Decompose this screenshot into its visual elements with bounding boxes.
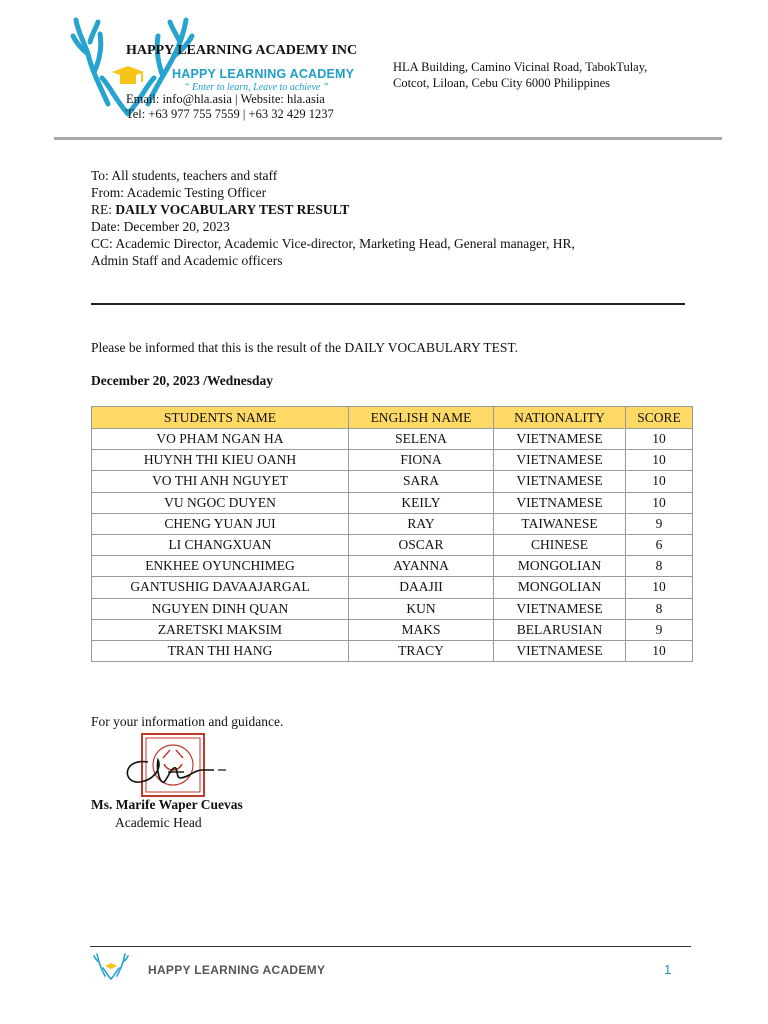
table-cell: RAY	[349, 513, 494, 534]
table-cell: HUYNH THI KIEU OANH	[92, 450, 349, 471]
table-cell: GANTUSHIG DAVAAJARGAL	[92, 577, 349, 598]
table-cell: 10	[626, 450, 693, 471]
table-body	[92, 429, 693, 662]
table-cell: VIETNAMESE	[494, 471, 626, 492]
table-cell: KUN	[349, 598, 494, 619]
footer-academy-name: HAPPY LEARNING ACADEMY	[148, 963, 326, 977]
table-cell: 10	[626, 577, 693, 598]
memo-from: From: Academic Testing Officer	[91, 185, 267, 200]
contact-tel-line: Tel: +63 977 755 7559 | +63 32 429 1237	[126, 107, 334, 121]
table-cell: 10	[626, 640, 693, 661]
memo-cc-line-1: CC: Academic Director, Academic Vice-director, Marketing Head, General manager, HR,	[91, 236, 575, 251]
table-cell: VO PHAM NGAN HA	[92, 429, 349, 450]
table-cell: AYANNA	[349, 556, 494, 577]
table-row	[92, 598, 693, 619]
table-cell: SARA	[349, 471, 494, 492]
address-line-1: HLA Building, Camino Vicinal Road, TabokTulay,	[393, 60, 648, 74]
column-header: NATIONALITY	[494, 407, 626, 429]
table-row	[92, 513, 693, 534]
table-cell: VIETNAMESE	[494, 492, 626, 513]
date-heading: December 20, 2023 /Wednesday	[91, 373, 273, 388]
table-cell: OSCAR	[349, 534, 494, 555]
table-cell: TRACY	[349, 640, 494, 661]
table-cell: NGUYEN DINH QUAN	[92, 598, 349, 619]
table-cell: VIETNAMESE	[494, 450, 626, 471]
memo-date: Date: December 20, 2023	[91, 219, 230, 234]
table-cell: MONGOLIAN	[494, 577, 626, 598]
table-cell: 8	[626, 598, 693, 619]
logo-title: HAPPY LEARNING ACADEMY	[172, 67, 355, 81]
contact-email-line: Email: info@hla.asia | Website: hla.asia	[126, 92, 325, 106]
memo-to: To: All students, teachers and staff	[91, 168, 278, 183]
results-table	[91, 406, 693, 662]
memo-re-subject: DAILY VOCABULARY TEST RESULT	[115, 202, 350, 217]
table-cell: CHINESE	[494, 534, 626, 555]
table-row	[92, 619, 693, 640]
table-cell: ENKHEE OYUNCHIMEG	[92, 556, 349, 577]
table-cell: VIETNAMESE	[494, 598, 626, 619]
table-cell: VIETNAMESE	[494, 429, 626, 450]
memo-cc-line-2: Admin Staff and Academic officers	[91, 253, 283, 268]
footer-divider	[90, 946, 691, 947]
signer-name: Ms. Marife Waper Cuevas	[91, 797, 243, 812]
column-header: STUDENTS NAME	[92, 407, 349, 429]
table-header-row	[92, 407, 693, 429]
table-cell: BELARUSIAN	[494, 619, 626, 640]
page-number: 1	[664, 962, 672, 977]
table-cell: VIETNAMESE	[494, 640, 626, 661]
table-row	[92, 577, 693, 598]
table-cell: FIONA	[349, 450, 494, 471]
table-cell: CHENG YUAN JUI	[92, 513, 349, 534]
table-cell: SELENA	[349, 429, 494, 450]
table-cell: 9	[626, 513, 693, 534]
column-header: SCORE	[626, 407, 693, 429]
table-cell: 10	[626, 429, 693, 450]
table-cell: VO THI ANH NGUYET	[92, 471, 349, 492]
footer-logo-icon	[93, 950, 129, 980]
memo-re	[91, 202, 349, 218]
table-cell: ZARETSKI MAKSIM	[92, 619, 349, 640]
logo-tagline: “ Enter to learn, Leave to achieve ”	[184, 82, 329, 93]
table-cell: 9	[626, 619, 693, 640]
address-line-2: Cotcot, Liloan, Cebu City 6000 Philippines	[393, 76, 611, 90]
table-cell: TRAN THI HANG	[92, 640, 349, 661]
column-header: ENGLISH NAME	[349, 407, 494, 429]
table-cell: 10	[626, 471, 693, 492]
table-cell: MONGOLIAN	[494, 556, 626, 577]
table-row	[92, 450, 693, 471]
company-name: HAPPY LEARNING ACADEMY INC	[126, 43, 358, 58]
table-cell: 10	[626, 492, 693, 513]
table-cell: 6	[626, 534, 693, 555]
table-row	[92, 534, 693, 555]
memo-divider	[91, 303, 685, 305]
table-cell: TAIWANESE	[494, 513, 626, 534]
table-cell: 8	[626, 556, 693, 577]
header-divider	[54, 137, 722, 140]
table-row	[92, 429, 693, 450]
table-cell: KEILY	[349, 492, 494, 513]
signer-title: Academic Head	[115, 815, 202, 830]
memo-re-prefix: RE:	[91, 202, 116, 217]
table-row	[92, 640, 693, 661]
table-cell: VU NGOC DUYEN	[92, 492, 349, 513]
table-cell: MAKS	[349, 619, 494, 640]
table-cell: LI CHANGXUAN	[92, 534, 349, 555]
table-row	[92, 492, 693, 513]
table-cell: DAAJII	[349, 577, 494, 598]
intro-text: Please be informed that this is the result of the DAILY VOCABULARY TEST.	[91, 340, 518, 355]
closing-text: For your information and guidance.	[91, 714, 284, 729]
table-row	[92, 471, 693, 492]
signature-stamp-icon	[118, 732, 230, 800]
table-row	[92, 556, 693, 577]
